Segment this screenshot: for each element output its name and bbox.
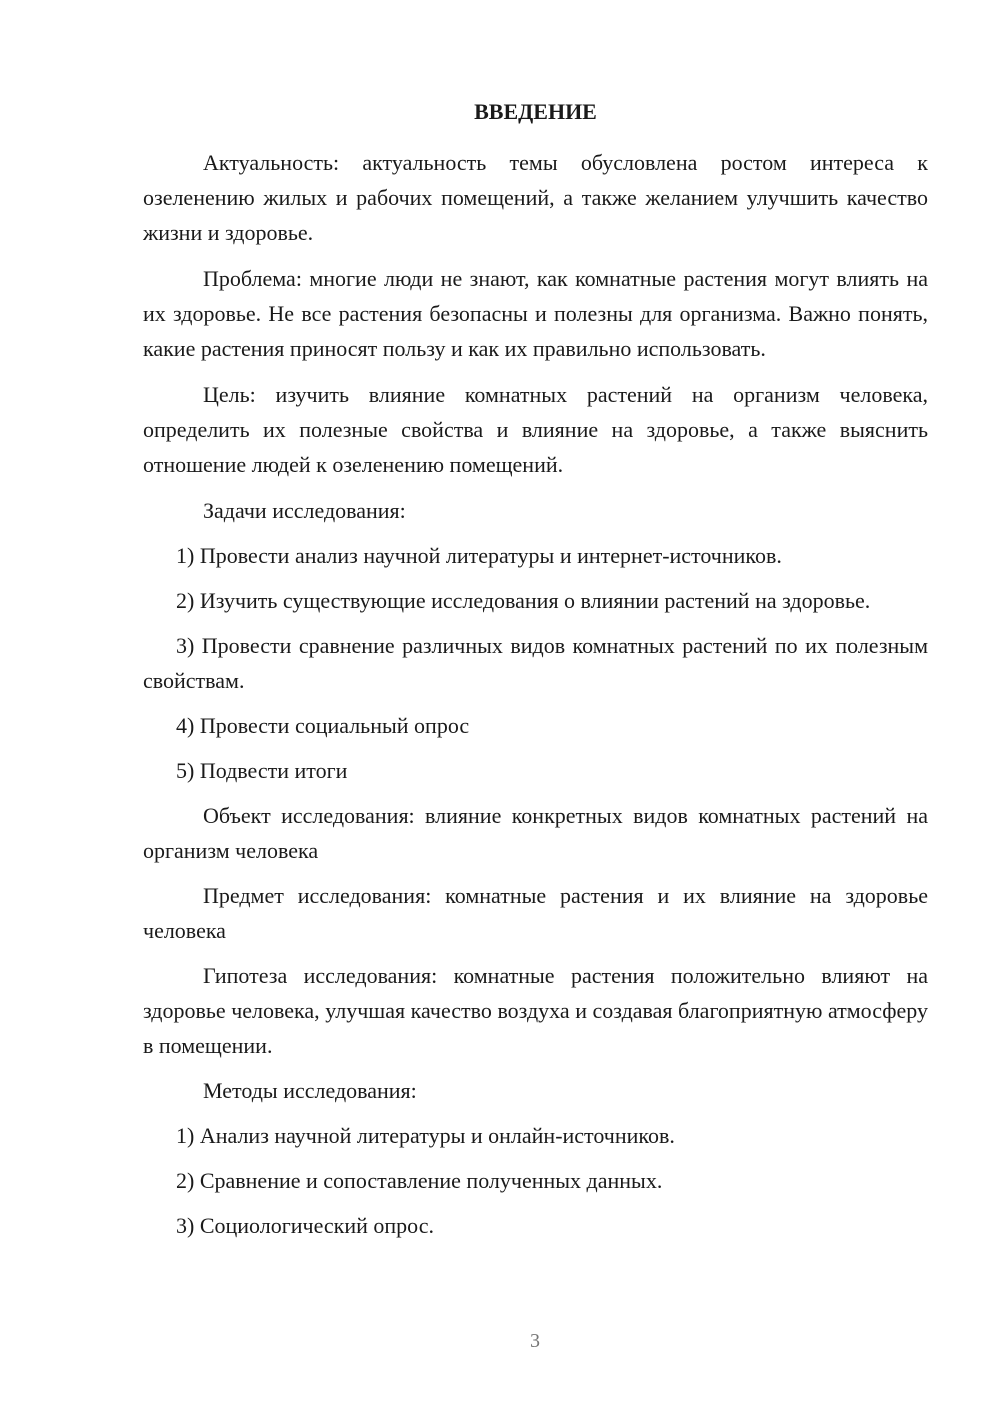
task-item-4: 4) Провести социальный опрос	[176, 713, 470, 738]
hypothesis-paragraph: Гипотеза исследования: комнатные растения положительно влияют на здоровье человека, улучшая качество воздуха и создавая благоприятную атмосферу в помещении.	[143, 963, 928, 1058]
task-item-2: 2) Изучить существующие исследования о влиянии растений на здоровье.	[176, 588, 871, 613]
subject-paragraph: Предмет исследования: комнатные растения и их влияние на здоровье человека	[143, 883, 928, 943]
method-item-2: 2) Сравнение и сопоставление полученных данных.	[176, 1168, 663, 1193]
section-title: ВВЕДЕНИЕ	[474, 99, 597, 124]
relevance-paragraph: Актуальность: актуальность темы обусловлена ростом интереса к озеленению жилых и рабочих помещений, а также желанием улучшить качество жизни и здоровье.	[143, 150, 928, 245]
page-number: 3	[530, 1330, 540, 1352]
object-paragraph: Объект исследования: влияние конкретных видов комнатных растений на организм человека	[143, 803, 928, 863]
task-item-5: 5) Подвести итоги	[176, 758, 348, 783]
tasks-heading: Задачи исследования:	[203, 498, 406, 523]
document-page	[143, 94, 928, 1243]
goal-paragraph: Цель: изучить влияние комнатных растений на организм человека, определить их полезные свойства и влияние на здоровье, а также выяснить отношение людей к озеленению помещений.	[143, 382, 928, 477]
task-item-3: 3) Провести сравнение различных видов комнатных растений по их полезным свойствам.	[143, 633, 928, 693]
problem-paragraph: Проблема: многие люди не знают, как комнатные растения могут влиять на их здоровье. Не все растения безопасны и полезны для организма. Важно понять, какие растения приносят пользу и как их правильно использовать.	[143, 266, 928, 361]
method-item-1: 1) Анализ научной литературы и онлайн-источников.	[176, 1123, 675, 1148]
methods-heading: Методы исследования:	[203, 1078, 417, 1103]
method-item-3: 3) Социологический опрос.	[176, 1213, 434, 1238]
task-item-1: 1) Провести анализ научной литературы и интернет-источников.	[176, 543, 782, 568]
